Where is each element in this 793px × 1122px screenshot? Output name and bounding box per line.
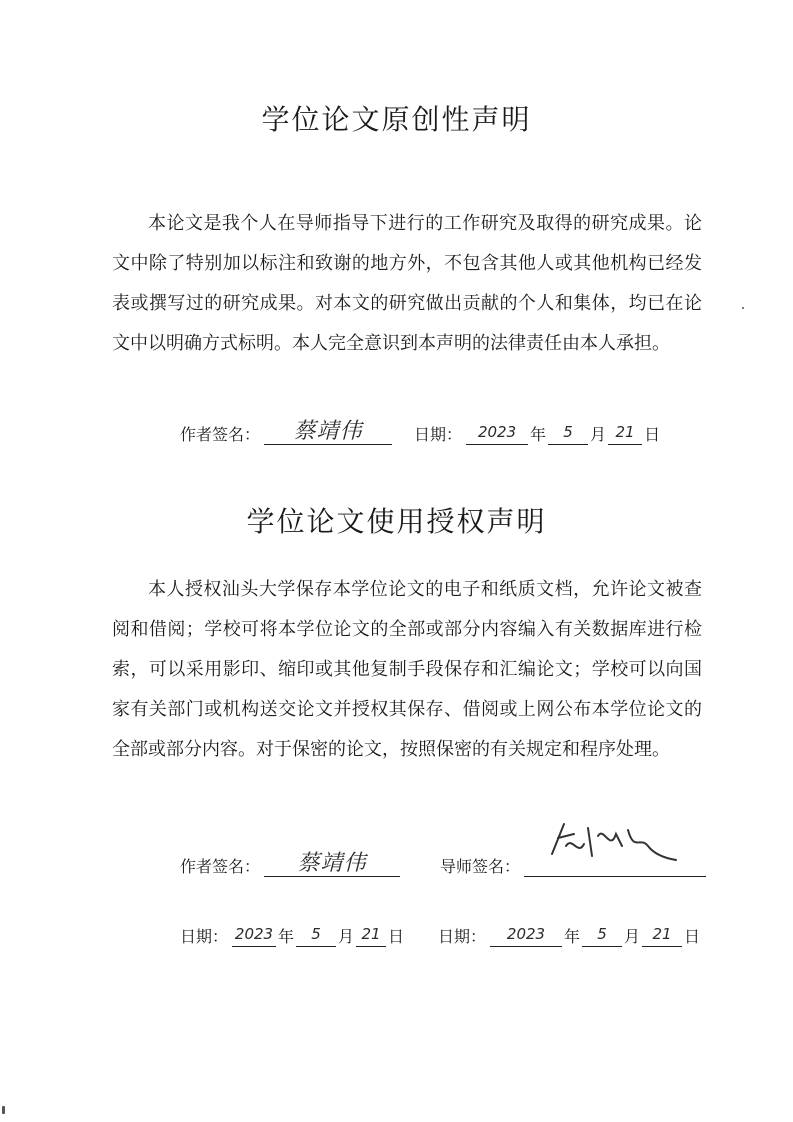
declaration-signature-row	[180, 420, 662, 445]
date-month: 5	[548, 420, 588, 445]
supervisor-signature-scribble	[544, 816, 684, 866]
month-unit: 月	[624, 927, 641, 946]
scan-speck	[2, 1106, 5, 1114]
scan-speck	[742, 307, 744, 309]
authorization-body: 本人授权汕头大学保存本学位论文的电子和纸质文档，允许论文被查阅和借阅；学校可将本学位论文的全部或部分内容编入有关数据库进行检索，可以采用影印、缩印或其他复制手段保存和汇编论文；学校可以向国家有关部门或机构送交论文并授权其保存、借阅或上网公布本学位论文的全部或部分内容。对于保密的论文，按照保密的有关规定和程序处理。	[112, 579, 702, 760]
supervisor-date-year: 2023	[490, 922, 562, 947]
day-unit: 日	[644, 425, 661, 444]
date-label: 日期：	[414, 425, 463, 444]
day-unit: 日	[684, 927, 701, 946]
declaration-body: 本论文是我个人在导师指导下进行的工作研究及取得的研究成果。论文中除了特别加以标注和致谢的地方外，不包含其他人或其他机构已经发表或撰写过的研究成果。对本文的研究做出贡献的个人和集体，均已在论文中以明确方式标明。本人完全意识到本声明的法律责任由本人承担。	[112, 213, 702, 354]
month-unit: 月	[590, 425, 607, 444]
author-signature-label: 作者签名：	[180, 425, 261, 444]
authorization-author-date-row	[180, 922, 406, 947]
supervisor-date-day: 21	[642, 922, 682, 947]
author-date-day: 21	[356, 922, 386, 947]
authorization-supervisor-row	[440, 852, 706, 877]
author-date-month: 5	[296, 922, 336, 947]
author-signature: 蔡靖伟	[264, 852, 400, 877]
date-label: 日期：	[438, 927, 487, 946]
year-unit: 年	[564, 927, 581, 946]
authorization-author-row	[180, 852, 400, 877]
declaration-title: 学位论文原创性声明	[261, 103, 532, 136]
authorization-title: 学位论文使用授权声明	[246, 505, 547, 538]
year-unit: 年	[530, 425, 547, 444]
month-unit: 月	[338, 927, 355, 946]
authorization-supervisor-date-row	[438, 922, 702, 947]
supervisor-signature	[524, 852, 706, 877]
author-signature: 蔡靖伟	[264, 420, 392, 445]
supervisor-signature-label: 导师签名：	[440, 857, 521, 876]
date-label: 日期：	[180, 927, 229, 946]
year-unit: 年	[278, 927, 295, 946]
date-year: 2023	[466, 420, 528, 445]
date-day: 21	[608, 420, 642, 445]
day-unit: 日	[388, 927, 405, 946]
author-date-year: 2023	[232, 922, 276, 947]
supervisor-date-month: 5	[582, 922, 622, 947]
author-signature-label: 作者签名：	[180, 857, 261, 876]
